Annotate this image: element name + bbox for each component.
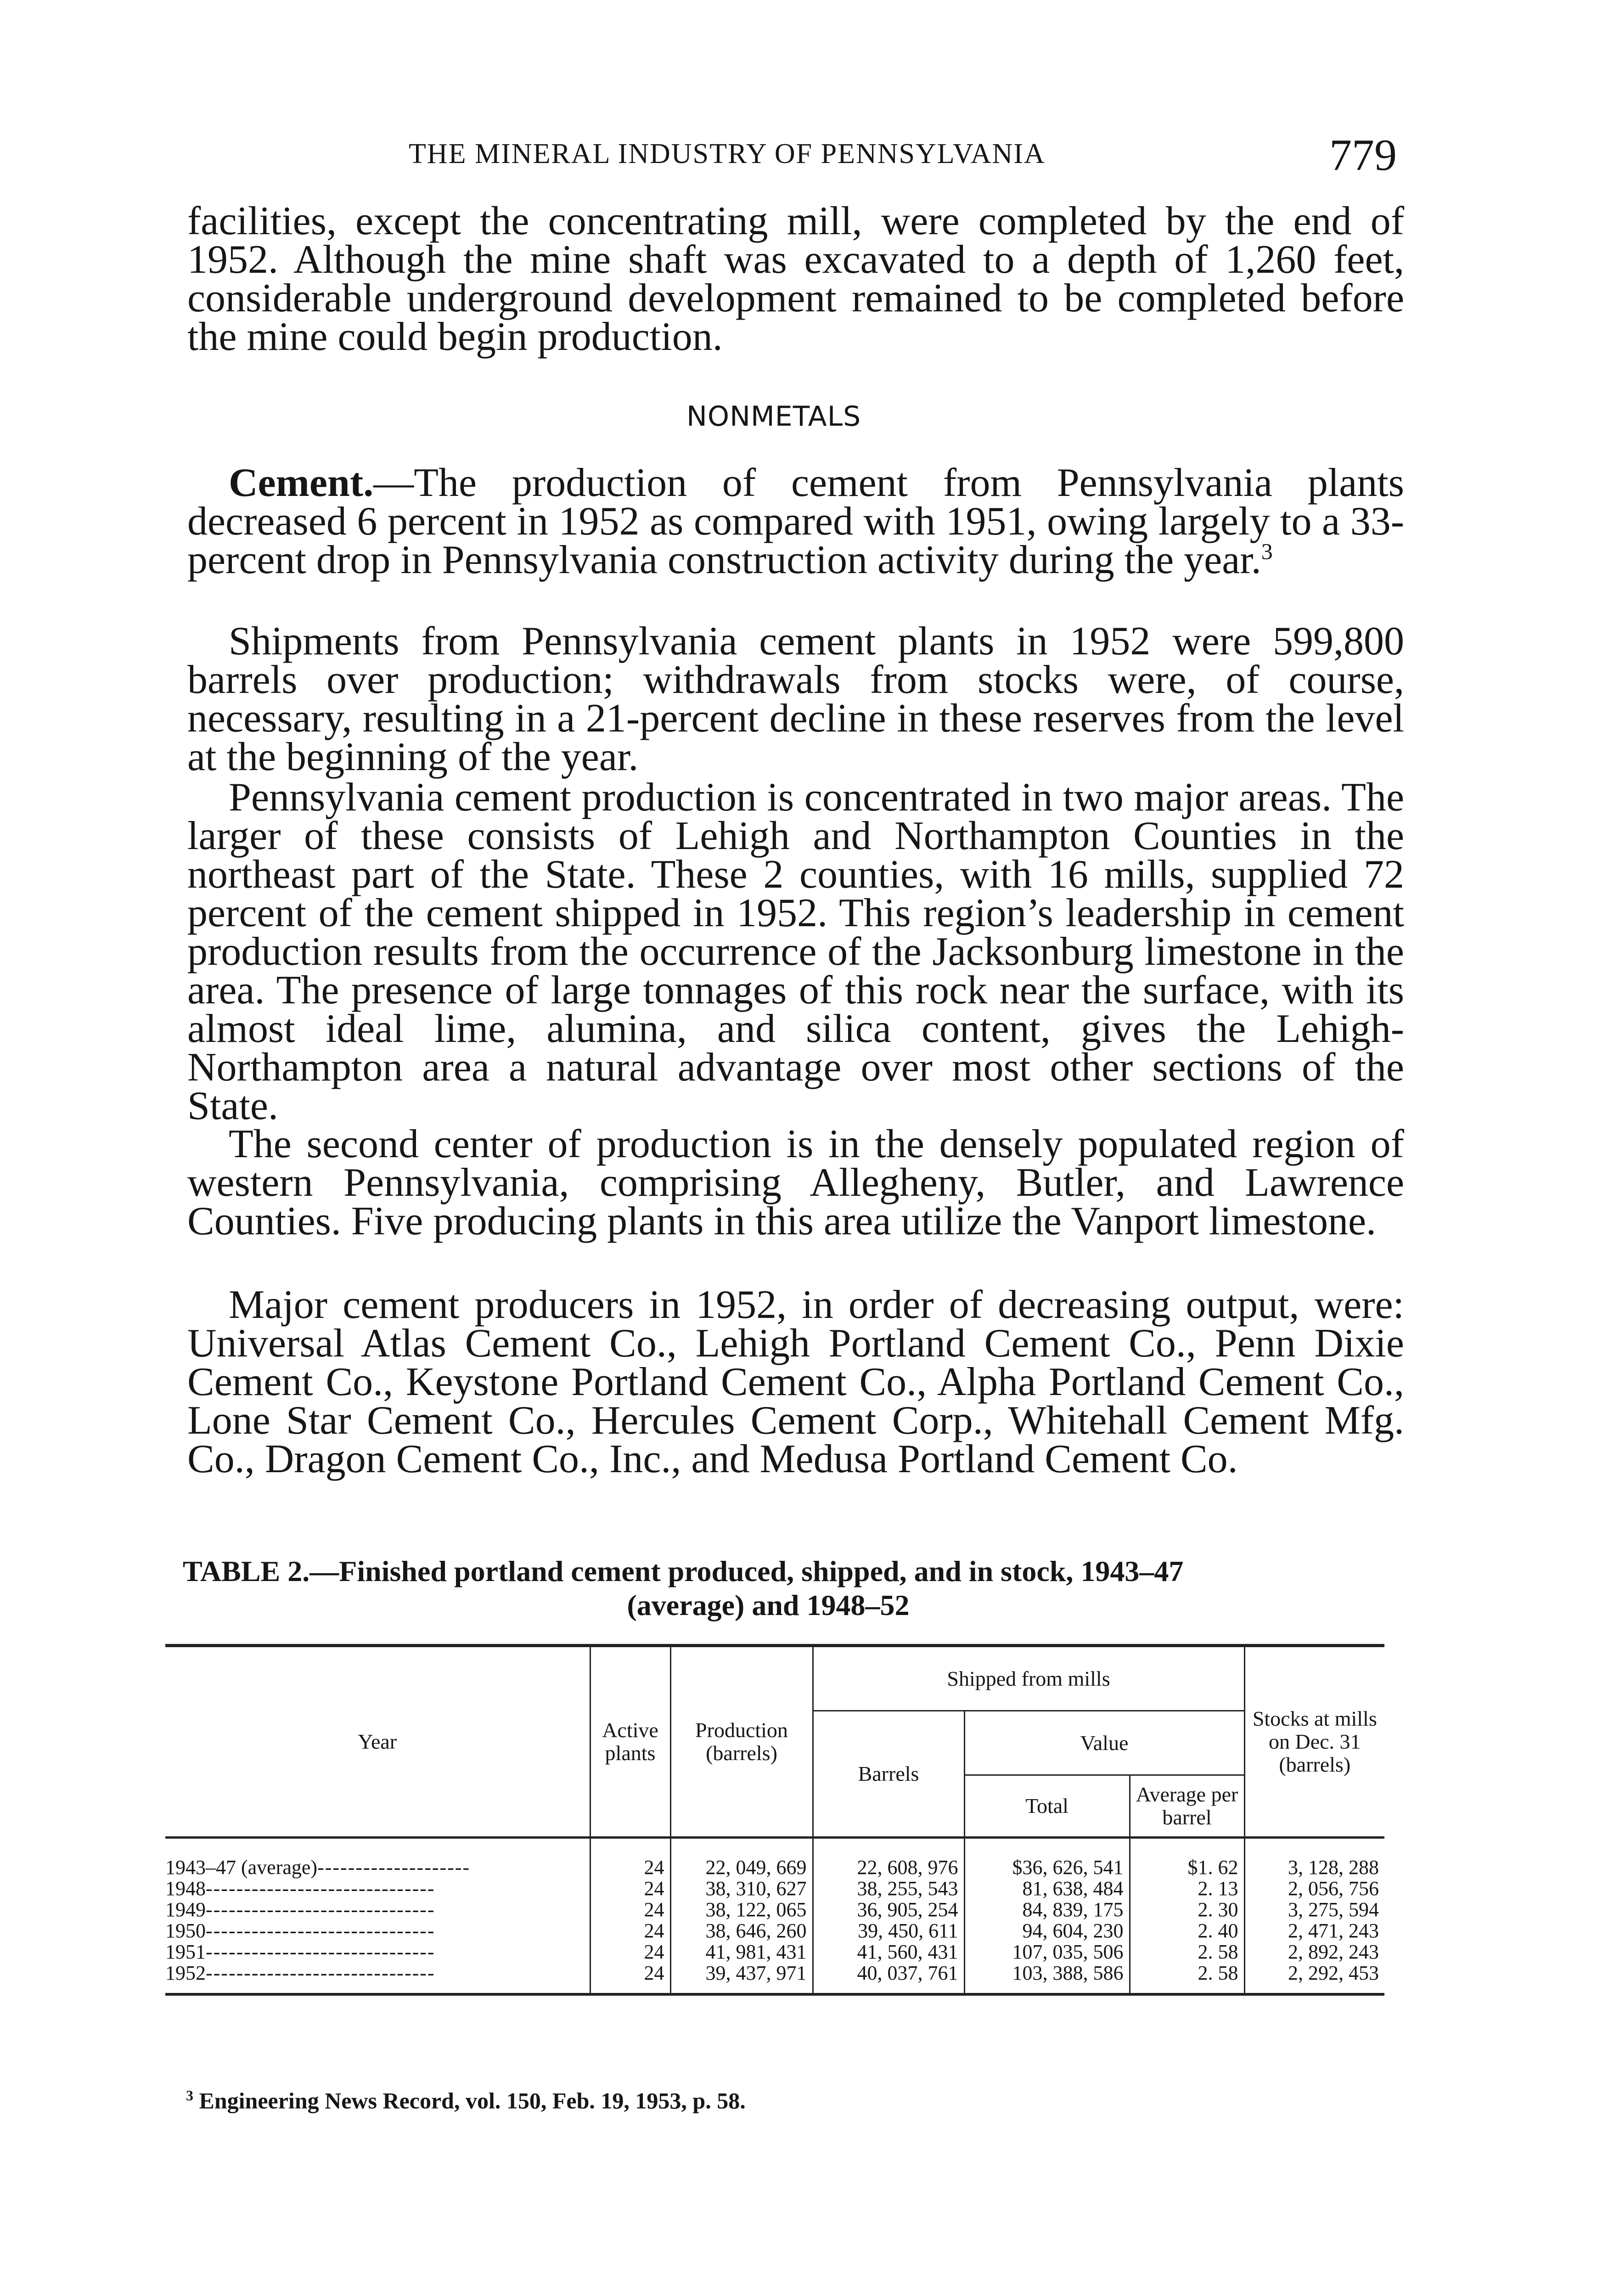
table-caption-line2: (average) and 1948–52 <box>627 1589 910 1621</box>
cell-year: 1949------------------------------ <box>165 1898 435 1921</box>
cell-stocks: 2, 892, 243 <box>1244 1941 1384 1963</box>
col-header-average: Average per barrel <box>1130 1775 1244 1838</box>
cell-average: $1. 62 <box>1130 1838 1244 1879</box>
page-number: 779 <box>1329 130 1397 180</box>
col-header-shipped-group: Shipped from mills <box>813 1646 1244 1711</box>
cell-total: 94, 604, 230 <box>964 1920 1130 1941</box>
cell-total: $36, 626, 541 <box>964 1838 1130 1879</box>
cell-average: 2. 13 <box>1130 1878 1244 1899</box>
paragraph-shipments <box>187 619 1404 779</box>
col-header-production: Production (barrels) <box>670 1646 813 1838</box>
cell-stocks: 2, 056, 756 <box>1244 1878 1384 1899</box>
footnote-reference: 3 <box>1261 538 1273 564</box>
cell-stocks: 3, 275, 594 <box>1244 1899 1384 1920</box>
cell-plants: 24 <box>590 1941 670 1963</box>
cell-total: 84, 839, 175 <box>964 1899 1130 1920</box>
cell-year: 1948------------------------------ <box>165 1877 435 1900</box>
paragraph-cement <box>187 461 1404 582</box>
cell-barrels: 41, 560, 431 <box>813 1941 964 1963</box>
footnote-marker: 3 <box>186 2087 193 2104</box>
table-row <box>165 1878 1384 1899</box>
cell-total: 103, 388, 586 <box>964 1963 1130 1994</box>
cell-year: 1951------------------------------ <box>165 1941 435 1963</box>
cell-plants: 24 <box>590 1899 670 1920</box>
col-header-barrels: Barrels <box>813 1711 964 1838</box>
paragraph-text: Major cement producers in 1952, in order of decreasing output, were: Universal Atlas Cement Co., Lehigh Portland Cement Co., Penn Dixie Cement Co., Keystone Portland Cement Co., Alpha Portland Cement Co., Lone Star Cement Co., Hercules Cement Corp., Whitehall Cement Mfg. Co., Dragon Cement Co., Inc., and Medusa Portland Cement Co. <box>187 1283 1404 1481</box>
col-header-total: Total <box>964 1775 1130 1838</box>
paragraph-major-producers <box>187 1283 1404 1481</box>
cell-production: 38, 122, 065 <box>670 1899 813 1920</box>
cell-plants: 24 <box>590 1838 670 1879</box>
cell-production: 22, 049, 669 <box>670 1838 813 1879</box>
cell-plants: 24 <box>590 1878 670 1899</box>
cell-stocks: 3, 128, 288 <box>1244 1838 1384 1879</box>
footnote <box>186 2087 746 2114</box>
col-header-year: Year <box>165 1646 590 1838</box>
running-head: THE MINERAL INDUSTRY OF PENNSYLVANIA <box>409 138 1046 169</box>
table-row <box>165 1963 1384 1994</box>
cell-year: 1950------------------------------ <box>165 1919 435 1942</box>
paragraph-text: —The production of cement from Pennsylvania plants decreased 6 percent in 1952 as compared with 1951, owing largely to a 33-percent drop in Pennsylvania construction activity during the year. <box>187 461 1404 582</box>
cell-barrels: 38, 255, 543 <box>813 1878 964 1899</box>
cell-plants: 24 <box>590 1963 670 1994</box>
table-row <box>165 1838 1384 1879</box>
section-heading: NONMETALS <box>686 400 861 433</box>
footnote-text: Engineering News Record, vol. 150, Feb. 19, 1953, p. 58. <box>199 2088 746 2114</box>
cell-average: 2. 30 <box>1130 1899 1244 1920</box>
cell-production: 39, 437, 971 <box>670 1963 813 1994</box>
table-row <box>165 1899 1384 1920</box>
paragraph-second-center <box>187 1122 1404 1244</box>
paragraph-text: Pennsylvania cement production is concentrated in two major areas. The larger of these consists of Lehigh and Northampton Counties in the northeast part of the State. These 2 counties, with 16 mills, supplied 72 percent of the cement shipped in 1952. This region’s leadership in cement production results from the occurrence of the Jacksonburg limestone in the area. The presence of large tonnages of this rock near the surface, with its almost ideal lime, alumina, and silica content, gives the Lehigh-Northampton area a natural advantage over most other sections of the State. <box>187 775 1404 1128</box>
table-caption <box>183 1554 1413 1622</box>
cell-barrels: 36, 905, 254 <box>813 1899 964 1920</box>
table-row <box>165 1920 1384 1941</box>
cell-stocks: 2, 292, 453 <box>1244 1963 1384 1994</box>
cell-average: 2. 58 <box>1130 1941 1244 1963</box>
paragraph-text: The second center of production is in the densely populated region of western Pennsylvania, comprising Allegheny, Butler, and Lawrence Counties. Five producing plants in this area utilize the Vanport limestone. <box>187 1122 1404 1244</box>
cell-total: 107, 035, 506 <box>964 1941 1130 1963</box>
data-table <box>165 1644 1384 1996</box>
paragraph-production-areas <box>187 775 1404 1128</box>
cell-production: 38, 646, 260 <box>670 1920 813 1941</box>
cell-average: 2. 58 <box>1130 1963 1244 1994</box>
cell-average: 2. 40 <box>1130 1920 1244 1941</box>
col-header-value-group: Value <box>964 1711 1244 1775</box>
col-header-active-plants: Active plants <box>590 1646 670 1838</box>
run-in-heading: Cement. <box>229 461 374 505</box>
cell-total: 81, 638, 484 <box>964 1878 1130 1899</box>
cell-year: 1943–47 (average)-------------------- <box>165 1856 471 1879</box>
cell-barrels: 22, 608, 976 <box>813 1838 964 1879</box>
cell-year: 1952------------------------------ <box>165 1963 590 1994</box>
cell-barrels: 40, 037, 761 <box>813 1963 964 1994</box>
paragraph-text: Shipments from Pennsylvania cement plants in 1952 were 599,800 barrels over production; withdrawals from stocks were, of course, necessary, resulting in a 21-percent decline in these reserves from the level at the beginning of the year. <box>187 619 1404 779</box>
cement-table <box>165 1644 1384 1996</box>
cell-barrels: 39, 450, 611 <box>813 1920 964 1941</box>
paragraph-continuation: facilities, except the concentrating mill, were completed by the end of 1952. Although the mine shaft was excavated to a depth of 1,260 feet, considerable underground development remained to be completed before the mine could begin production. <box>187 199 1404 359</box>
cell-plants: 24 <box>590 1920 670 1941</box>
table-row <box>165 1941 1384 1963</box>
col-header-stocks: Stocks at mills on Dec. 31 (barrels) <box>1244 1646 1384 1838</box>
table-caption-line1: TABLE 2.—Finished portland cement produced, shipped, and in stock, 1943–47 <box>183 1555 1184 1587</box>
cell-production: 38, 310, 627 <box>670 1878 813 1899</box>
cell-stocks: 2, 471, 243 <box>1244 1920 1384 1941</box>
cell-production: 41, 981, 431 <box>670 1941 813 1963</box>
